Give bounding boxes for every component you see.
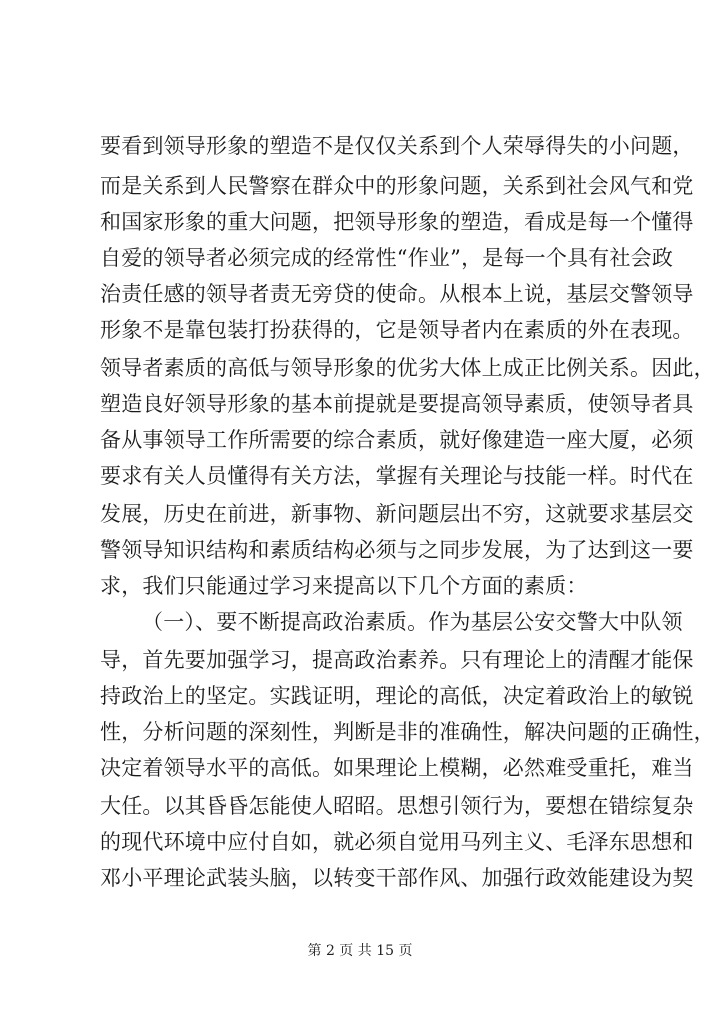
body-text-line: 自爱的领导者必须完成的经常性“作业”，是每一个具有社会政	[100, 246, 674, 270]
section-heading-line: （一）、要不断提高政治素质。作为基层公安交警大中队领	[142, 610, 683, 634]
body-text-line: 大任。以其昏昏怎能使人昭昭。思想引领行为，要想在错综复杂	[100, 794, 694, 818]
page-number-footer: 第 2 页 共 15 页	[307, 943, 413, 959]
body-text-line: 持政治上的坚定。实践证明，理论的高低，决定着政治上的敏锐	[100, 684, 694, 708]
body-text-line: 塑造良好领导形象的基本前提就是要提高领导素质，使领导者具	[100, 392, 694, 416]
body-text-line: 治责任感的领导者责无旁贷的使命。从根本上说，基层交警领导	[100, 282, 694, 306]
body-text-line: 决定着领导水平的高低。如果理论上模糊，必然难受重托，难当	[100, 756, 694, 780]
body-text-line: 警领导知识结构和素质结构必须与之同步发展，为了达到这一要	[100, 538, 694, 562]
body-text-line: 发展，历史在前进，新事物、新问题层出不穷，这就要求基层交	[100, 502, 694, 526]
body-text-line: 性，分析问题的深刻性，判断是非的准确性，解决问题的正确性，	[100, 720, 715, 744]
body-text-line: 领导者素质的高低与领导形象的优劣大体上成正比例关系。因此，	[100, 356, 715, 380]
body-text-line: 要看到领导形象的塑造不是仅仅关系到个人荣辱得失的小问题，	[100, 134, 694, 158]
body-text-line: 要求有关人员懂得有关方法，掌握有关理论与技能一样。时代在	[100, 464, 694, 488]
body-text-line: 形象不是靠包装打扮获得的，它是领导者内在素质的外在表现。	[100, 318, 694, 342]
body-text-line: 求，我们只能通过学习来提高以下几个方面的素质：	[100, 574, 588, 598]
body-text-line: 导，首先要加强学习，提高政治素养。只有理论上的清醒才能保	[100, 648, 694, 672]
body-text-line: 的现代环境中应付自如，就必须自觉用马列主义、毛泽东思想和	[100, 830, 694, 854]
body-text-line: 和国家形象的重大问题，把领导形象的塑造，看成是每一个懂得	[100, 210, 694, 234]
body-text-line: 邓小平理论武装头脑，以转变干部作风、加强行政效能建设为契	[100, 866, 694, 890]
body-text-line: 备从事领导工作所需要的综合素质，就好像建造一座大厦，必须	[100, 428, 694, 452]
body-text-line: 而是关系到人民警察在群众中的形象问题，关系到社会风气和党	[100, 174, 694, 198]
